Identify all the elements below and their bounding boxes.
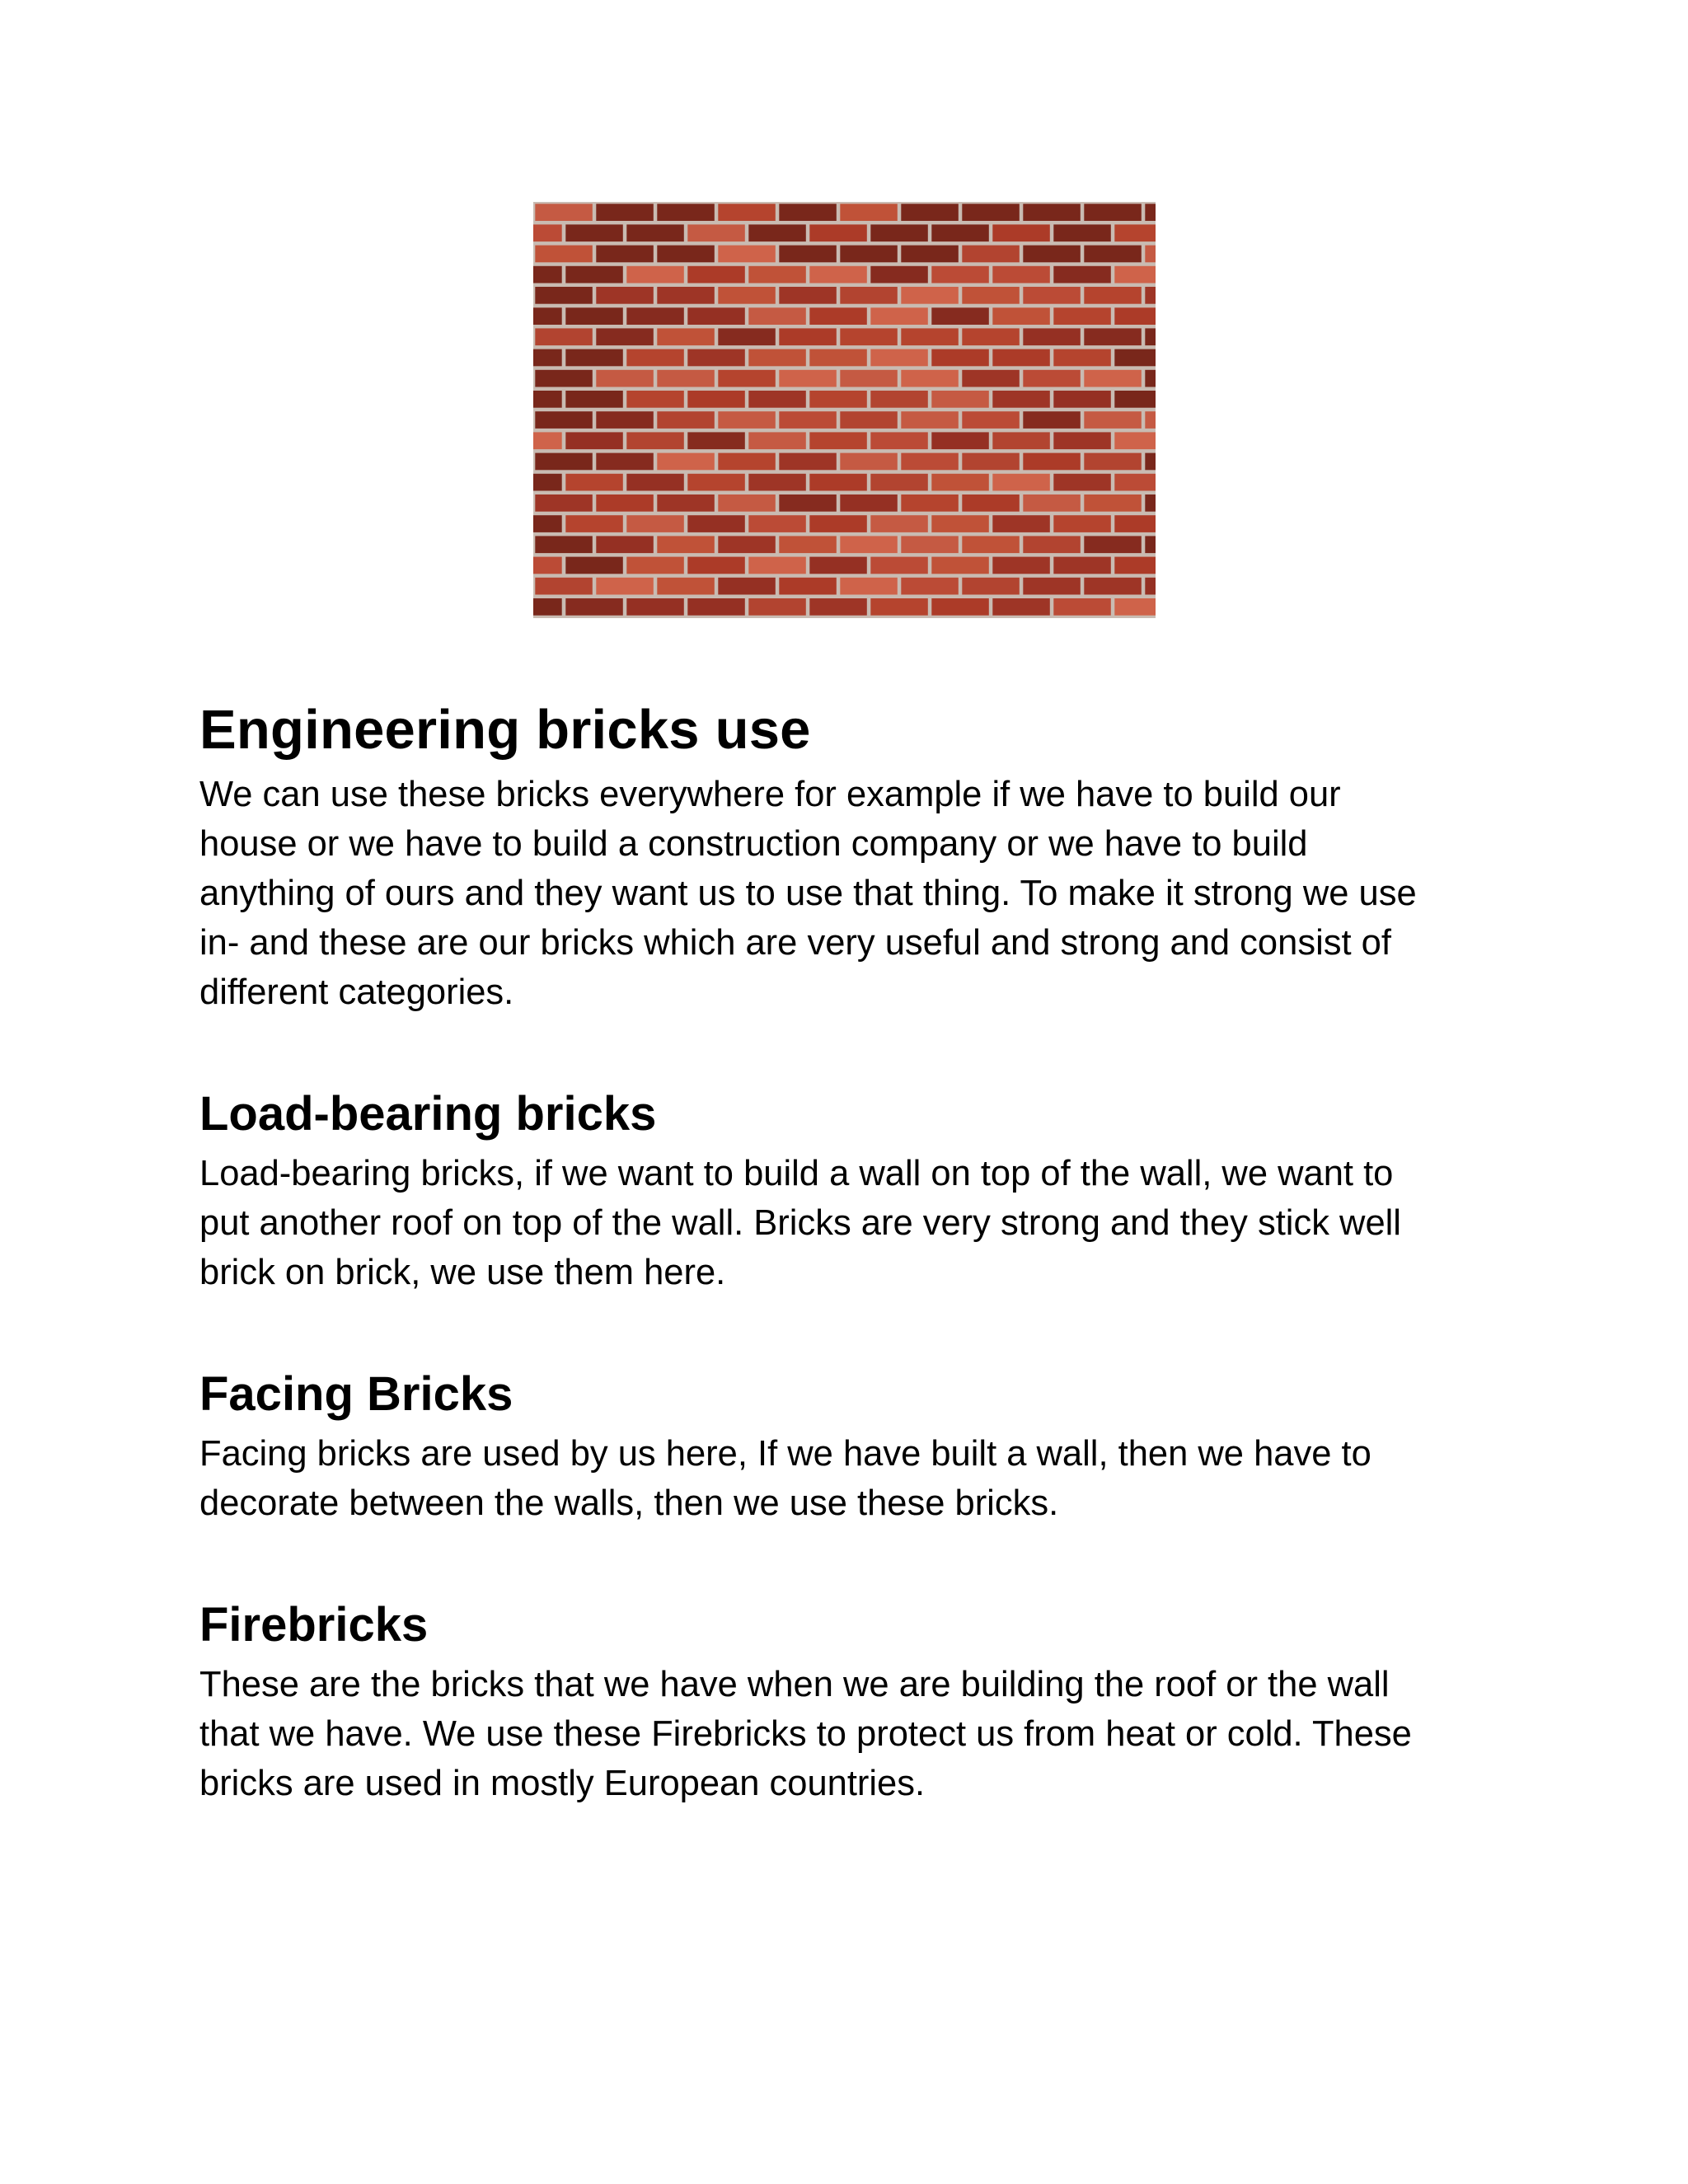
section-paragraph: These are the bricks that we have when we are building the roof or the wall that we have. We use these Firebricks to protect us from heat or cold. These bricks are used in mostly European countries. [199,1665,1412,1803]
section-facing-bricks [199,1360,1502,1528]
spacer [199,1528,1502,1591]
section-paragraph: Load-bearing bricks, if we want to build a wall on top of the wall, we want to put another roof on top of the wall. Bricks are very strong and they stick well brick on brick, we use them here. [199,1154,1401,1292]
section-heading: Load-bearing bricks [199,1087,657,1141]
section-paragraph: Facing bricks are used by us here, If we have built a wall, then we have to decorate between the walls, then we use these bricks. [199,1434,1372,1523]
section-heading: Facing Bricks [199,1367,513,1421]
document-body [199,691,1502,1808]
section-firebricks [199,1591,1502,1808]
section-engineering-bricks [199,691,1502,1017]
spacer [199,1297,1502,1360]
brick-wall-image [533,202,1156,618]
spacer [199,1017,1502,1080]
section-paragraph: We can use these bricks everywhere for example if we have to build our house or we have to build a construction company or we have to build anything of ours and they want us to use that thing. To make it strong we use in- and these are our bricks which are very useful and strong and consist of different categories. [199,775,1417,1012]
section-load-bearing-bricks [199,1080,1502,1297]
brick-wall-graphic [533,202,1156,618]
section-heading: Engineering bricks use [199,699,811,761]
section-heading: Firebricks [199,1598,429,1652]
